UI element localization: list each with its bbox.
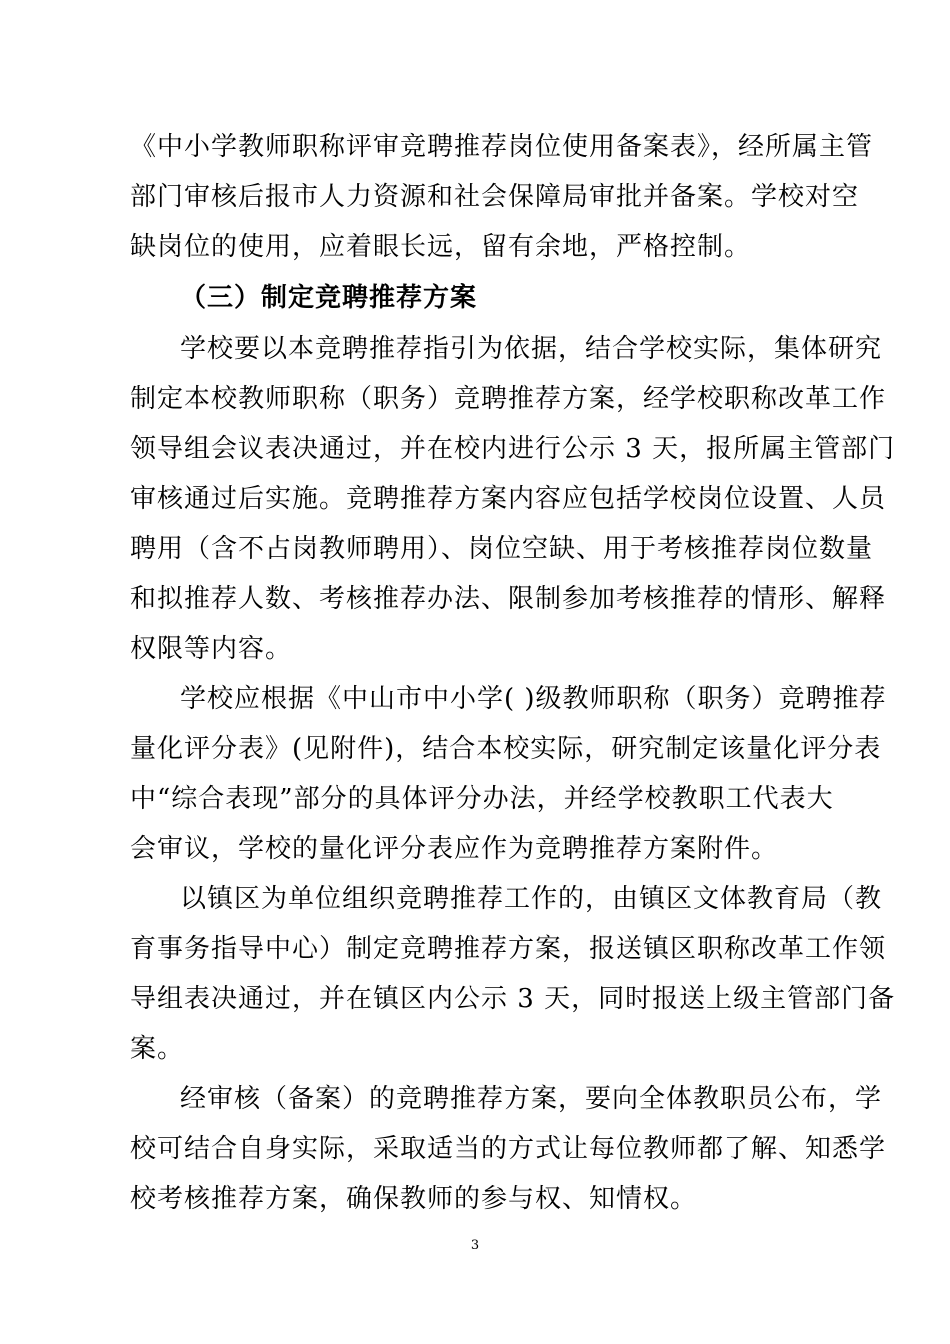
paragraph-line: 制定本校教师职称（职务）竞聘推荐方案，经学校职称改革工作 <box>130 384 887 414</box>
paragraph-line: 育事务指导中心）制定竞聘推荐方案，报送镇区职称改革工作领 <box>130 934 887 964</box>
paragraph-line: 会审议，学校的量化评分表应作为竞聘推荐方案附件。 <box>130 834 779 864</box>
paragraph-line: 和拟推荐人数、考核推荐办法、限制参加考核推荐的情形、解释 <box>130 584 887 614</box>
paragraph-line: 学校要以本竞聘推荐指引为依据，结合学校实际，集体研究 <box>180 334 883 364</box>
paragraph-line: 校可结合自身实际，采取适当的方式让每位教师都了解、知悉学 <box>130 1134 887 1164</box>
paragraph-line: 以镇区为单位组织竞聘推荐工作的，由镇区文体教育局（教 <box>180 884 883 914</box>
paragraph-line: 《中小学教师职称评审竞聘推荐岗位使用备案表》，经所属主管 <box>130 132 874 162</box>
paragraph-line: 审核通过后实施。竞聘推荐方案内容应包括学校岗位设置、人员 <box>130 484 887 514</box>
page-number: 3 <box>470 1238 480 1253</box>
paragraph-line: 部门审核后报市人力资源和社会保障局审批并备案。学校对空 <box>130 182 860 212</box>
paragraph-line: 聘用（含不占岗教师聘用）、岗位空缺、用于考核推荐岗位数量 <box>130 534 874 564</box>
paragraph-line: 缺岗位的使用，应着眼长远，留有余地，严格控制。 <box>130 232 752 262</box>
paragraph-line: 学校应根据《中山市中小学( )级教师职称（职务）竞聘推荐 <box>180 684 887 714</box>
paragraph-line: 导组表决通过，并在镇区内公示 3 天，同时报送上级主管部门备 <box>130 984 896 1014</box>
paragraph-line: 领导组会议表决通过，并在校内进行公示 3 天，报所属主管部门 <box>130 434 896 464</box>
paragraph-line: 权限等内容。 <box>130 634 293 664</box>
paragraph-line: 中“综合表现”部分的具体评分办法，并经学校教职工代表大 <box>130 784 834 814</box>
paragraph-line: 校考核推荐方案，确保教师的参与权、知情权。 <box>130 1184 698 1214</box>
paragraph-line: 案。 <box>130 1034 185 1064</box>
paragraph-line: 经审核（备案）的竞聘推荐方案，要向全体教职员公布，学 <box>180 1084 883 1114</box>
section-heading: （三）制定竞聘推荐方案 <box>180 283 478 313</box>
paragraph-line: 量化评分表》(见附件)，结合本校实际，研究制定该量化评分表 <box>130 734 882 764</box>
